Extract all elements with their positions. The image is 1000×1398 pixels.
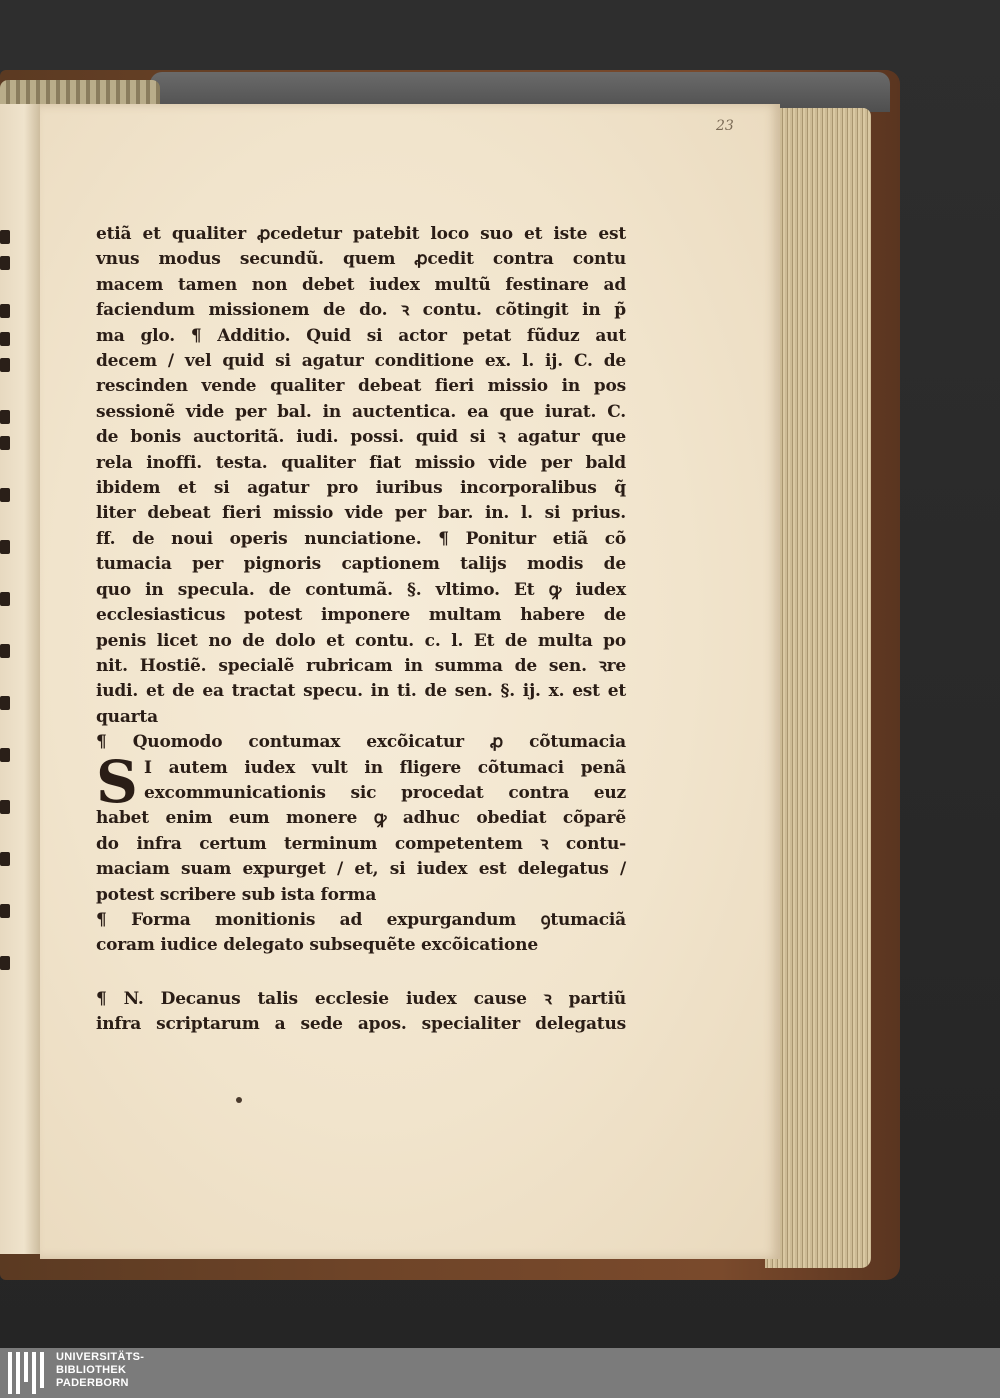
text-line: ibidem et si agatur pro iuribus incorporalibus q̃ — [96, 478, 626, 499]
library-logo-icon — [8, 1352, 48, 1394]
left-page-glyph — [0, 644, 10, 658]
text-line: habet enim eum monere ꝙ adhuc obediat cõparẽ — [96, 808, 626, 829]
left-page-glyph — [0, 358, 10, 372]
library-name-line: BIBLIOTHEK — [56, 1364, 127, 1376]
library-name-line: PADERBORN — [56, 1377, 129, 1389]
section-heading: ¶ Forma monitionis ad expurgandum ꝯtumaciã — [96, 909, 626, 930]
text-line: quo in specula. de contumã. §. vltimo. Et ꝙ iudex — [96, 579, 626, 600]
text-line: ¶ N. Decanus talis ecclesie iudex cause ꝛ partiũ — [96, 988, 626, 1009]
text-line: macem tamen non debet iudex multũ festinare ad — [96, 274, 626, 295]
left-page-glyph — [0, 230, 10, 244]
footer-bar — [0, 1348, 1000, 1398]
text-line: potest scribere sub ista forma — [96, 884, 377, 905]
section-heading: ¶ Quomodo contumax excõicatur ꝓ cõtumacia — [96, 732, 626, 753]
section-heading: coram iudice delegato subsequẽte excõicatione — [96, 935, 538, 956]
left-page-glyph — [0, 956, 10, 970]
left-page-glyph — [0, 904, 10, 918]
text-line: maciam suam expurget / et, si iudex est delegatus / — [96, 859, 626, 880]
left-page-glyph — [0, 540, 10, 554]
text-line: ma glo. ¶ Additio. Quid si actor petat fũduz aut — [96, 325, 626, 346]
text-line: iudi. et de ea tractat specu. in ti. de sen. §. ij. x. est et — [96, 681, 626, 702]
text-line: de bonis auctoritã. iudi. possi. quid si ꝛ agatur que — [96, 427, 626, 448]
left-page-glyph — [0, 436, 10, 450]
page-fore-edge — [765, 108, 871, 1268]
text-line: rescinden vende qualiter debeat fieri missio in pos — [96, 376, 626, 397]
text-line: quarta — [96, 706, 158, 727]
text-line: penis licet no de dolo et contu. c. l. Et de multa po — [96, 630, 626, 651]
folio-number: 23 — [716, 118, 734, 134]
left-page-glyph — [0, 488, 10, 502]
headband — [0, 80, 160, 106]
text-block — [96, 222, 626, 1038]
left-page-glyph — [0, 256, 10, 270]
library-name — [56, 1351, 144, 1390]
left-page-glyph — [0, 800, 10, 814]
text-line: excommunicationis sic procedat contra euz — [144, 782, 626, 803]
left-page-glyph — [0, 410, 10, 424]
text-line: etiã et qualiter ꝓcedetur patebit loco suo et iste est — [96, 224, 626, 244]
left-page-glyph — [0, 748, 10, 762]
text-line: I autem iudex vult in fligere cõtumaci penã — [144, 757, 626, 778]
text-line: ff. de noui operis nunciatione. ¶ Ponitur etiã cõ — [96, 528, 626, 549]
text-line: vnus modus secundũ. quem ꝓcedit contra contu — [96, 249, 626, 270]
left-page-glyph — [0, 696, 10, 710]
drop-cap-initial: S — [96, 747, 138, 816]
text-line: liter debeat fieri missio vide per bar. in. l. si prius. — [96, 503, 626, 524]
blank-line — [96, 959, 626, 987]
left-page-glyph — [0, 592, 10, 606]
library-name-line: UNIVERSITÄTS- — [56, 1351, 145, 1363]
left-page-edge — [0, 104, 40, 1254]
text-line: rela inoffi. testa. qualiter fiat missio vide per bald — [96, 452, 626, 473]
text-line: ecclesiasticus potest imponere multam habere de — [96, 605, 626, 626]
text-line: do infra certum terminum competentem ꝛ contu- — [96, 833, 626, 854]
left-page-glyph — [0, 852, 10, 866]
text-line: infra scriptarum a sede apos. specialiter delegatus — [96, 1014, 626, 1035]
left-page-glyph — [0, 332, 10, 346]
text-line: nit. Hostiẽ. specialẽ rubricam in summa de sen. ꝛre — [96, 655, 626, 676]
left-page-glyph — [0, 304, 10, 318]
text-line: decem / vel quid si agatur conditione ex. l. ij. C. de — [96, 351, 626, 372]
text-line: tumacia per pignoris captionem talijs modis de — [96, 554, 626, 575]
text-line: sessionẽ vide per bal. in auctentica. ea que iurat. C. — [96, 401, 626, 422]
ink-dot — [236, 1097, 242, 1103]
text-line: faciendum missionem de do. ꝛ contu. cõtingit in p̃ — [96, 300, 626, 321]
